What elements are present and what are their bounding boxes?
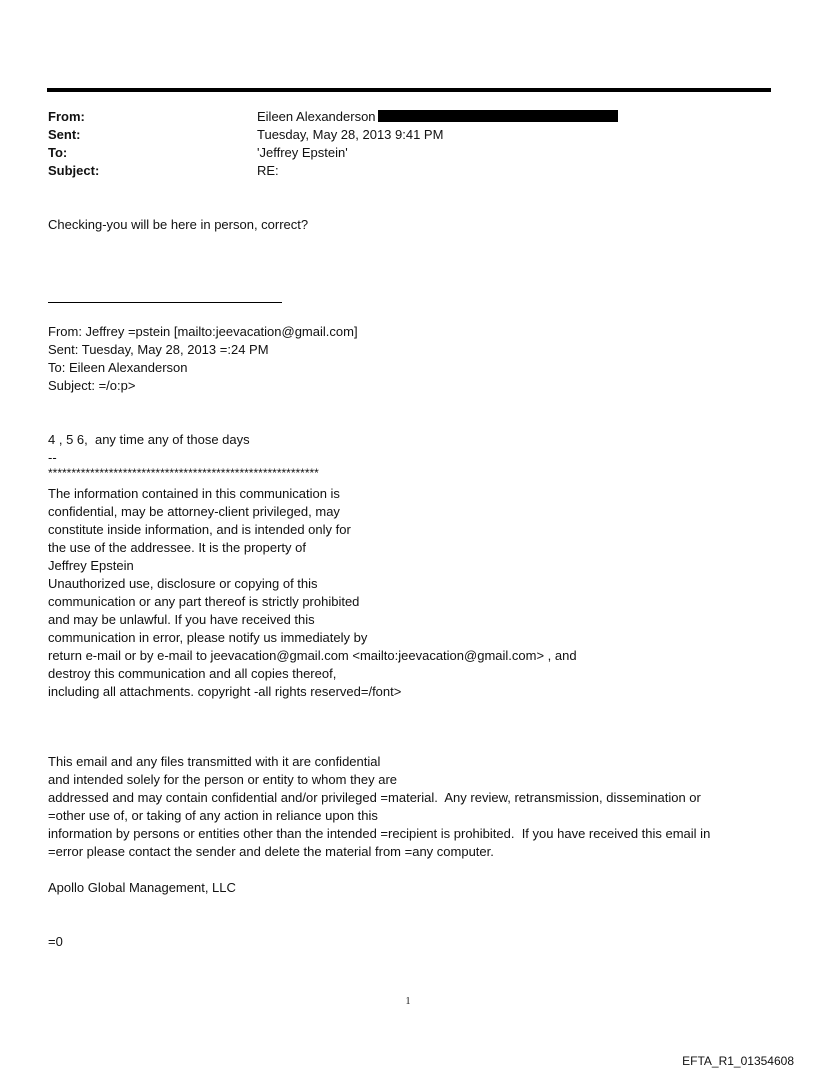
footer-disclaimer-line: =error please contact the sender and delete the material from =any computer. bbox=[48, 844, 494, 859]
subject-value: RE: bbox=[257, 163, 279, 178]
from-value bbox=[257, 108, 737, 126]
redaction-block bbox=[378, 110, 618, 122]
original-disclaimer-line: and may be unlawful. If you have received this bbox=[48, 612, 315, 627]
original-disclaimer-line: communication in error, please notify us immediately by bbox=[48, 630, 368, 645]
original-disclaimer-line: return e-mail or by e-mail to jeevacation@gmail.com <mailto:jeevacation@gmail.com> , and bbox=[48, 648, 577, 663]
bates-number: EFTA_R1_01354608 bbox=[682, 1054, 794, 1068]
original-disclaimer-line: destroy this communication and all copies thereof, bbox=[48, 666, 337, 681]
original-disclaimer-line: including all attachments. copyright -all rights reserved=/font> bbox=[48, 684, 402, 699]
sent-value: Tuesday, May 28, 2013 9:41 PM bbox=[257, 127, 444, 142]
footer-disclaimer-line: addressed and may contain confidential and/or privileged =material. Any review, retransmission, dissemination or bbox=[48, 790, 701, 805]
footer-disclaimer-line: and intended solely for the person or entity to whom they are bbox=[48, 772, 398, 787]
original-message: 4 , 5 6, any time any of those days bbox=[48, 432, 250, 447]
sent-label: Sent: bbox=[48, 127, 81, 142]
original-disclaimer-line: the use of the addressee. It is the property of bbox=[48, 540, 306, 555]
original-from-line: From: Jeffrey =pstein [mailto:jeevacation@gmail.com] bbox=[48, 324, 358, 339]
to-value: 'Jeffrey Epstein' bbox=[257, 145, 348, 160]
sender-name: Eileen Alexanderson bbox=[257, 109, 376, 124]
original-subject-line: Subject: =/o:p> bbox=[48, 378, 136, 393]
asterisk-divider: ********************************************************** bbox=[48, 466, 319, 480]
company-name: Apollo Global Management, LLC bbox=[48, 880, 236, 895]
quoted-separator-rule bbox=[48, 302, 282, 303]
original-disclaimer-line: Unauthorized use, disclosure or copying of this bbox=[48, 576, 318, 591]
reply-text: Checking-you will be here in person, correct? bbox=[48, 217, 309, 232]
original-disclaimer-line: constitute inside information, and is intended only for bbox=[48, 522, 351, 537]
from-label: From: bbox=[48, 109, 85, 124]
footer-disclaimer-line: information by persons or entities other than the intended =recipient is prohibited. If you have received this email in bbox=[48, 826, 711, 841]
footer-disclaimer-line: This email and any files transmitted with it are confidential bbox=[48, 754, 381, 769]
page-number: 1 bbox=[405, 996, 411, 1007]
original-disclaimer-line: confidential, may be attorney-client privileged, may bbox=[48, 504, 340, 519]
original-disclaimer-line: The information contained in this communication is bbox=[48, 486, 340, 501]
subject-label: Subject: bbox=[48, 163, 100, 178]
footer-disclaimer-line: =other use of, or taking of any action in reliance upon this bbox=[48, 808, 378, 823]
original-sent-line: Sent: Tuesday, May 28, 2013 =:24 PM bbox=[48, 342, 269, 357]
header-top-rule bbox=[47, 88, 771, 92]
original-to-line: To: Eileen Alexanderson bbox=[48, 360, 188, 375]
trailing-text: =0 bbox=[48, 934, 63, 949]
original-disclaimer-line: Jeffrey Epstein bbox=[48, 558, 134, 573]
original-disclaimer-line: communication or any part thereof is strictly prohibited bbox=[48, 594, 360, 609]
signature-dashes: -- bbox=[48, 450, 57, 465]
to-label: To: bbox=[48, 145, 68, 160]
